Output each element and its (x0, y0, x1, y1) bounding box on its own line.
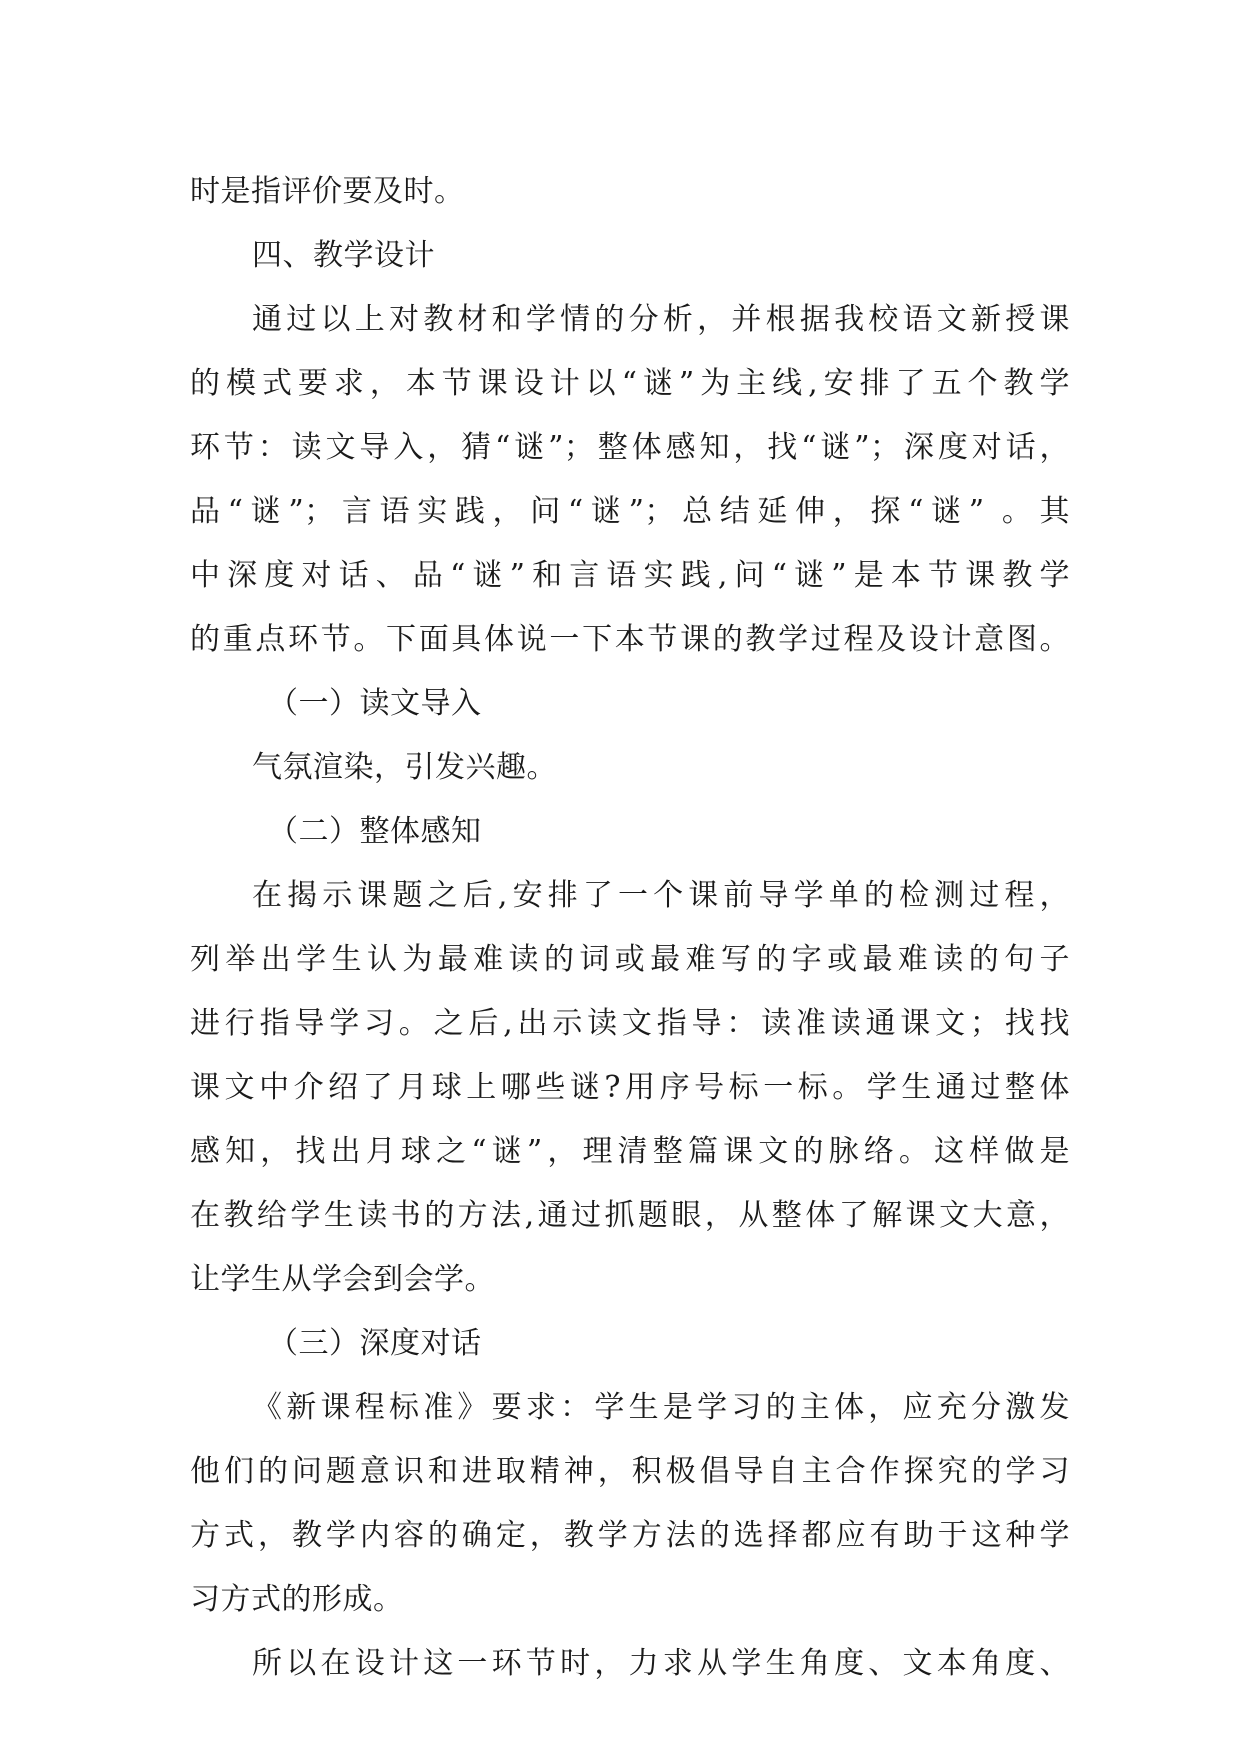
text-line: 习方式的形成。 (190, 1582, 404, 1617)
text-line: （一）读文导入 (268, 686, 482, 721)
text-line: 他们的问题意识和进取精神，积极倡导自主合作探究的学习 (190, 1454, 1070, 1489)
text-line: 方式，教学内容的确定，教学方法的选择都应有助于这种学 (190, 1518, 1070, 1553)
text-line: 课文中介绍了月球上哪些谜?用序号标一标。学生通过整体 (190, 1070, 1070, 1105)
text-line: 在教给学生读书的方法,通过抓题眼，从整体了解课文大意， (190, 1198, 1070, 1233)
text-line: （二）整体感知 (268, 814, 482, 849)
text-line: 通过以上对教材和学情的分析，并根据我校语文新授课 (252, 302, 1070, 337)
text-line: 让学生从学会到会学。 (190, 1262, 495, 1297)
text-line: 所以在设计这一环节时，力求从学生角度、文本角度、 (252, 1646, 1070, 1681)
text-line: 《新课程标准》要求：学生是学习的主体，应充分激发 (252, 1390, 1070, 1425)
text-line: 中深度对话、品“谜”和言语实践,问“谜”是本节课教学 (190, 558, 1070, 593)
text-line: （三）深度对话 (268, 1326, 482, 1361)
text-line: 四、教学设计 (252, 238, 435, 273)
text-line: 的模式要求，本节课设计以“谜”为主线,安排了五个教学 (190, 366, 1070, 401)
text-line: 感知，找出月球之“谜”，理清整篇课文的脉络。这样做是 (190, 1134, 1070, 1169)
text-line: 环节：读文导入，猜“谜”；整体感知，找“谜”；深度对话， (190, 430, 1070, 465)
text-line: 进行指导学习。之后,出示读文指导：读准读通课文；找找 (190, 1006, 1070, 1041)
text-line: 列举出学生认为最难读的词或最难写的字或最难读的句子 (190, 942, 1070, 977)
text-line: 的重点环节。下面具体说一下本节课的教学过程及设计意图。 (190, 622, 1070, 657)
text-line: 时是指评价要及时。 (190, 174, 465, 209)
text-line: 品“谜”；言语实践，问“谜”；总结延伸，探“谜” 。其 (190, 494, 1070, 529)
text-line: 气氛渲染，引发兴趣。 (252, 750, 557, 785)
document-body (190, 160, 1070, 1696)
text-line: 在揭示课题之后,安排了一个课前导学单的检测过程， (252, 878, 1070, 913)
